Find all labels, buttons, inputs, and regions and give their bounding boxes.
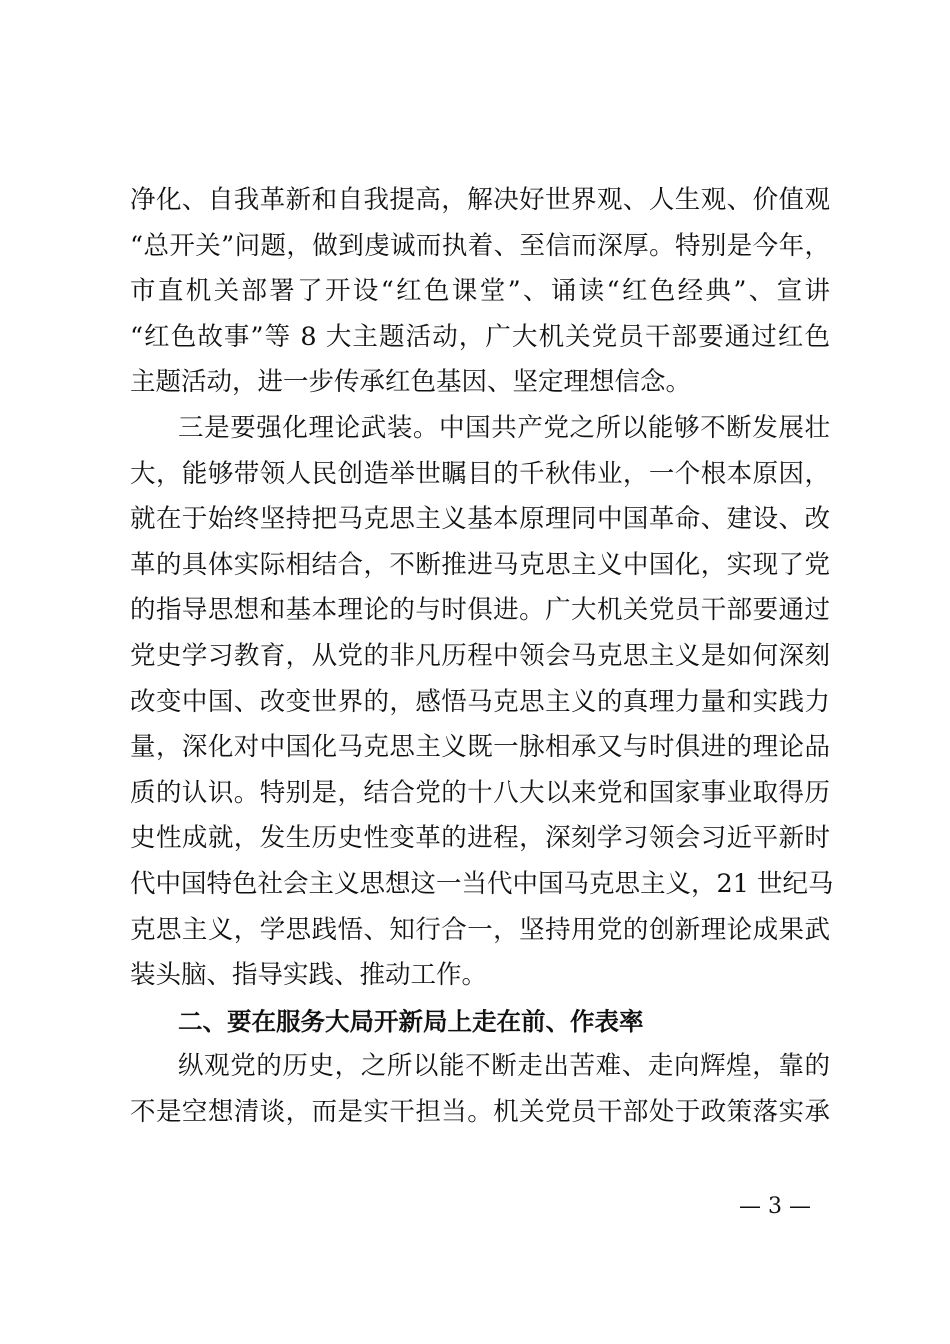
text-line: “红色故事”等 8 大主题活动，广大机关党员干部要通过红色	[130, 321, 830, 352]
text-line: 质的认识。特别是，结合党的十八大以来党和国家事业取得历	[130, 777, 830, 808]
text-line: 代中国特色社会主义思想这一当代中国马克思主义，21 世纪马	[130, 868, 834, 899]
text-line: 市直机关部署了开设“红色课堂”、诵读“红色经典”、宣讲	[130, 276, 830, 307]
body-text	[130, 178, 834, 1135]
text-line: 主题活动，进一步传承红色基因、坚定理想信念。	[130, 367, 692, 398]
text-line: 量，深化对中国化马克思主义既一脉相承又与时俱进的理论品	[130, 732, 830, 763]
page-number: — 3 —	[739, 1194, 811, 1219]
section-heading: 二、要在服务大局开新局上走在前、作表率	[178, 1006, 644, 1036]
text-line: 装头脑、指导实践、推动工作。	[130, 960, 488, 991]
paragraph-strengthen-theory	[130, 406, 834, 999]
text-line: 大，能够带领人民创造举世瞩目的千秋伟业，一个根本原因，	[130, 458, 830, 489]
paragraph-history	[130, 1044, 830, 1135]
text-line: 改变中国、改变世界的，感悟马克思主义的真理力量和实践力	[130, 686, 830, 717]
text-line: “总开关”问题，做到虔诚而执着、至信而深厚。特别是今年，	[130, 230, 830, 261]
text-line: 克思主义，学思践悟、知行合一，坚持用党的创新理论成果武	[130, 914, 830, 945]
text-line: 的指导思想和基本理论的与时俱进。广大机关党员干部要通过	[130, 595, 830, 626]
text-line: 不是空想清谈，而是实干担当。机关党员干部处于政策落实承	[130, 1096, 830, 1127]
text-line: 革的具体实际相结合，不断推进马克思主义中国化，实现了党	[130, 549, 830, 580]
text-line: 就在于始终坚持把马克思主义基本原理同中国革命、建设、改	[130, 504, 830, 535]
text-line: 净化、自我革新和自我提高，解决好世界观、人生观、价值观	[130, 185, 830, 215]
text-line: 纵观党的历史，之所以能不断走出苦难、走向辉煌，靠的	[178, 1051, 830, 1082]
text-line: 史性成就，发生历史性变革的进程，深刻学习领会习近平新时	[130, 823, 830, 854]
paragraph-continuation	[130, 178, 830, 406]
text-line: 三是要强化理论武装。中国共产党之所以能够不断发展壮	[178, 412, 830, 443]
text-line: 党史学习教育，从党的非凡历程中领会马克思主义是如何深刻	[130, 640, 830, 671]
